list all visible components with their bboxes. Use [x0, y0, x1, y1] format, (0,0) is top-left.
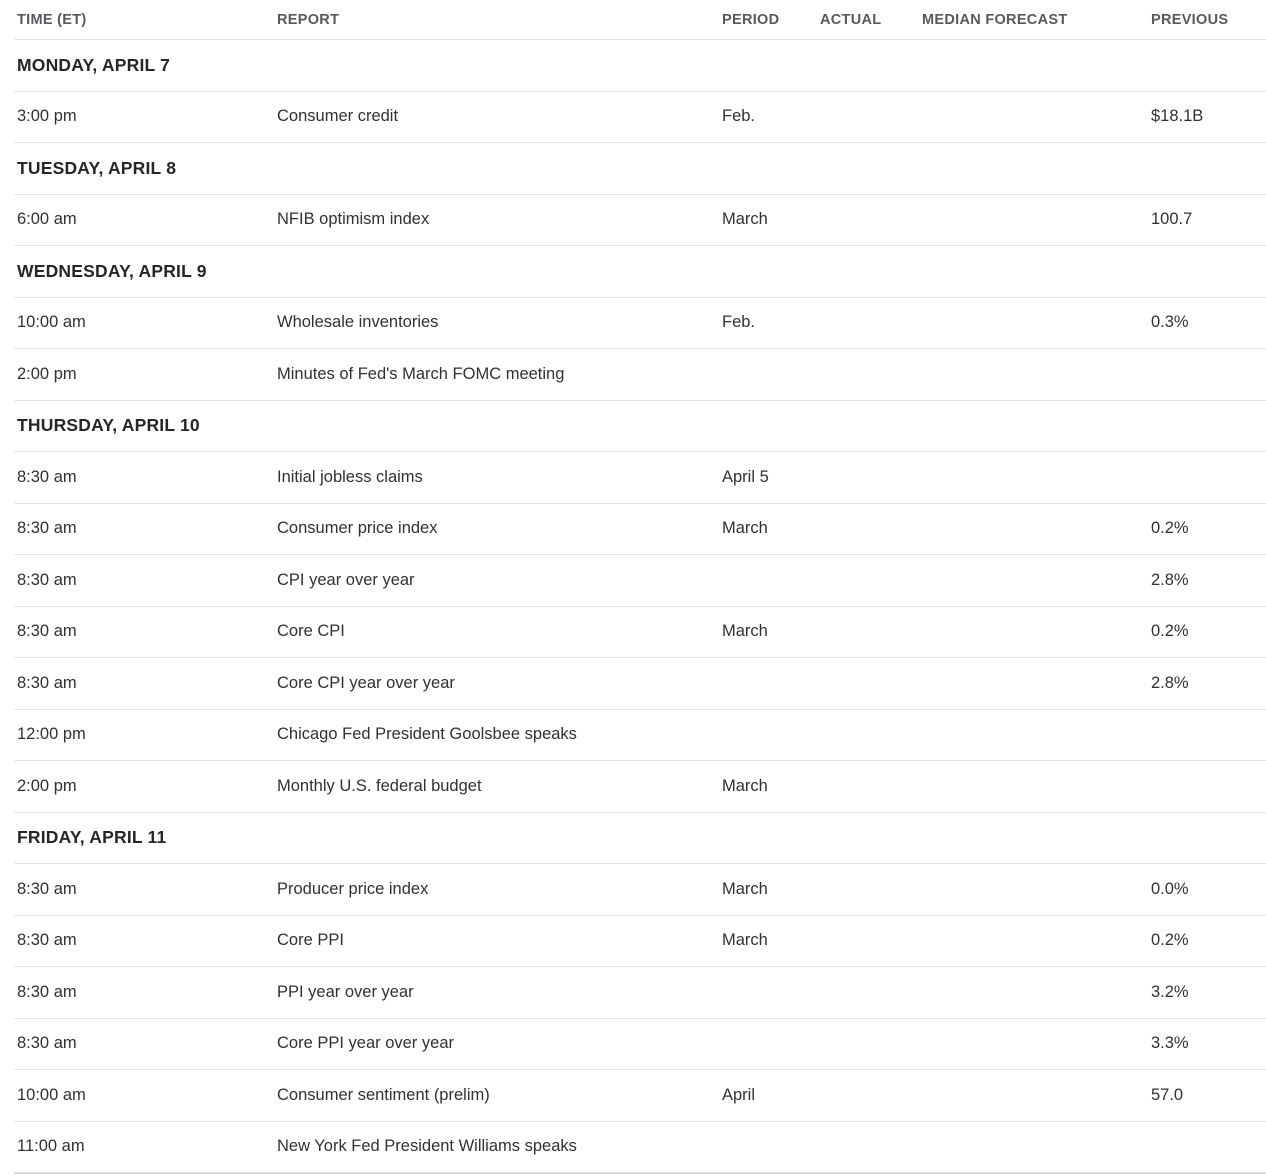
table-row — [14, 761, 1266, 813]
cell-time: 2:00 pm — [17, 364, 77, 383]
cell-time: 8:30 am — [17, 673, 77, 692]
cell-time: 8:30 am — [17, 1034, 77, 1053]
column-header-report: REPORT — [277, 11, 340, 28]
cell-report: New York Fed President Williams speaks — [277, 1137, 577, 1156]
column-header-row — [14, 0, 1266, 40]
table-row — [14, 1019, 1266, 1071]
cell-previous: 57.0 — [1151, 1085, 1184, 1104]
cell-period: March — [722, 210, 768, 229]
cell-period: Feb. — [722, 313, 756, 332]
day-section-row — [14, 246, 1266, 298]
cell-previous: 2.8% — [1151, 570, 1189, 589]
cell-time: 8:30 am — [17, 931, 77, 950]
table-row — [14, 967, 1266, 1019]
column-header-period: PERIOD — [722, 11, 780, 28]
cell-previous: 100.7 — [1151, 210, 1193, 229]
cell-period: Feb. — [722, 107, 756, 126]
column-header-time: TIME (ET) — [17, 11, 87, 28]
column-header-actual: ACTUAL — [820, 11, 882, 28]
cell-time: 2:00 pm — [17, 776, 77, 795]
table-row — [14, 710, 1266, 762]
cell-time: 8:30 am — [17, 519, 77, 538]
economic-calendar-table — [14, 0, 1266, 1174]
column-header-previous: PREVIOUS — [1151, 11, 1229, 28]
cell-report: Core PPI year over year — [277, 1034, 454, 1053]
cell-time: 12:00 pm — [17, 725, 86, 744]
cell-report: Wholesale inventories — [277, 313, 439, 332]
day-section-header: MONDAY, APRIL 7 — [17, 54, 171, 75]
table-row — [14, 349, 1266, 401]
cell-report: Core CPI year over year — [277, 673, 455, 692]
cell-previous: 0.2% — [1151, 931, 1189, 950]
day-section-header: WEDNESDAY, APRIL 9 — [17, 260, 207, 281]
cell-previous: 0.2% — [1151, 622, 1189, 641]
table-row — [14, 864, 1266, 916]
cell-period: March — [722, 519, 768, 538]
cell-previous: 0.2% — [1151, 519, 1189, 538]
cell-report: Core PPI — [277, 931, 344, 950]
day-section-row — [14, 40, 1266, 92]
cell-report: NFIB optimism index — [277, 210, 430, 229]
day-section-header: THURSDAY, APRIL 10 — [17, 415, 200, 436]
table-body — [14, 40, 1266, 1173]
table-row — [14, 658, 1266, 710]
cell-period: March — [722, 622, 768, 641]
day-section-header: FRIDAY, APRIL 11 — [17, 827, 167, 848]
cell-period: March — [722, 931, 768, 950]
cell-report: CPI year over year — [277, 570, 415, 589]
cell-report: Core CPI — [277, 622, 345, 641]
cell-time: 8:30 am — [17, 467, 77, 486]
cell-time: 11:00 am — [17, 1137, 85, 1156]
cell-time: 3:00 pm — [17, 107, 77, 126]
cell-period: March — [722, 776, 768, 795]
cell-report: Consumer credit — [277, 107, 399, 126]
day-section-row — [14, 401, 1266, 453]
cell-time: 8:30 am — [17, 570, 77, 589]
cell-time: 10:00 am — [17, 1085, 86, 1104]
cell-report: Consumer price index — [277, 519, 438, 538]
cell-report: Producer price index — [277, 879, 429, 898]
cell-time: 8:30 am — [17, 622, 77, 641]
cell-previous: $18.1B — [1151, 107, 1204, 126]
cell-period: March — [722, 879, 768, 898]
table-row — [14, 916, 1266, 968]
table-row — [14, 195, 1266, 247]
cell-time: 8:30 am — [17, 982, 77, 1001]
cell-report: Minutes of Fed's March FOMC meeting — [277, 364, 565, 383]
cell-previous: 3.2% — [1151, 982, 1189, 1001]
cell-time: 10:00 am — [17, 313, 86, 332]
day-section-row — [14, 813, 1266, 865]
cell-period: April — [722, 1085, 756, 1104]
day-section-row — [14, 143, 1266, 195]
table-row — [14, 1122, 1266, 1174]
cell-previous: 0.3% — [1151, 313, 1189, 332]
column-header-median_forecast: MEDIAN FORECAST — [922, 11, 1068, 28]
cell-report: Initial jobless claims — [277, 467, 423, 486]
cell-time: 6:00 am — [17, 210, 77, 229]
cell-previous: 3.3% — [1151, 1034, 1189, 1053]
cell-previous: 0.0% — [1151, 879, 1189, 898]
cell-report: PPI year over year — [277, 982, 414, 1001]
table-row — [14, 504, 1266, 556]
cell-period: April 5 — [722, 467, 769, 486]
cell-report: Consumer sentiment (prelim) — [277, 1085, 490, 1104]
cell-report: Chicago Fed President Goolsbee speaks — [277, 725, 577, 744]
table-row — [14, 298, 1266, 350]
table-row — [14, 92, 1266, 144]
table-row — [14, 555, 1266, 607]
cell-report: Monthly U.S. federal budget — [277, 776, 482, 795]
table-row — [14, 1070, 1266, 1122]
cell-time: 8:30 am — [17, 879, 77, 898]
day-section-header: TUESDAY, APRIL 8 — [17, 157, 177, 178]
table-row — [14, 452, 1266, 504]
table-row — [14, 607, 1266, 659]
cell-previous: 2.8% — [1151, 673, 1189, 692]
